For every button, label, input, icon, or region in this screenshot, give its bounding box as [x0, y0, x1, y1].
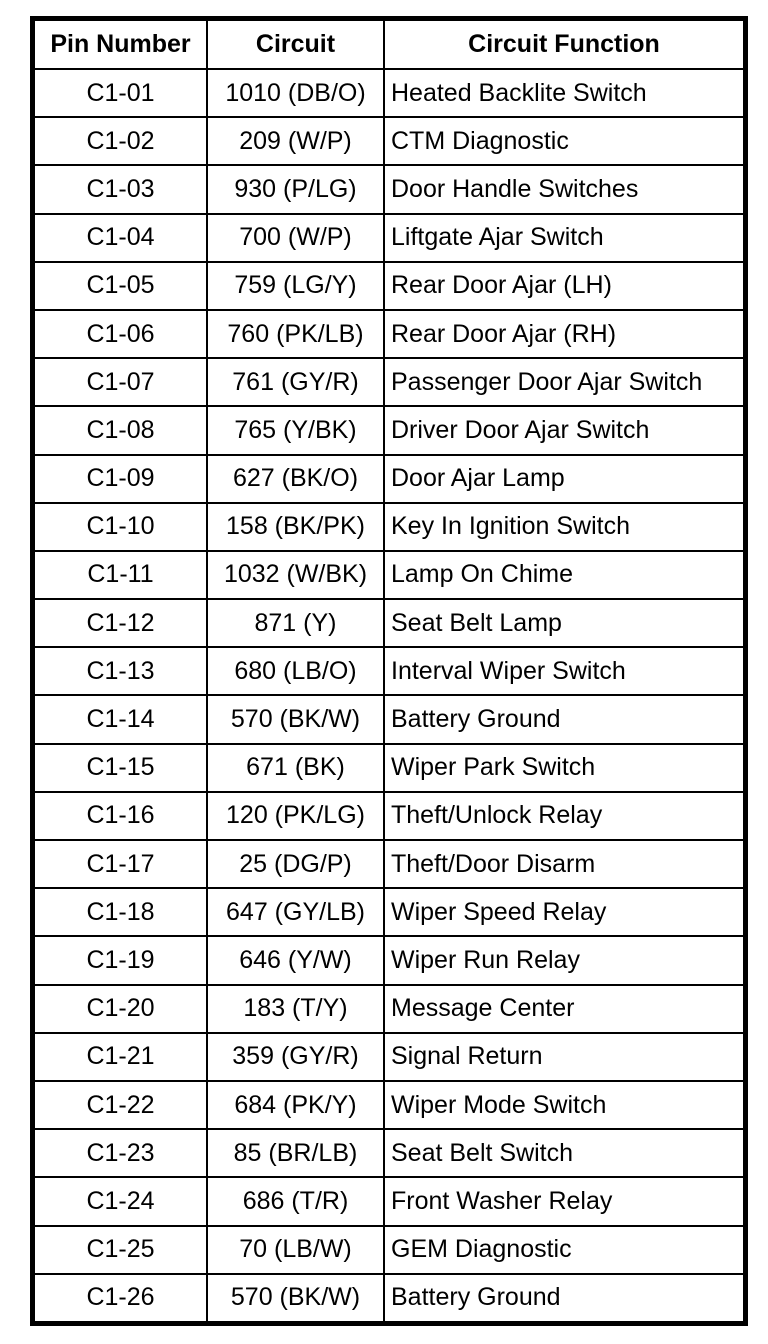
circuit-function-cell: Front Washer Relay: [384, 1177, 744, 1225]
pin-number-cell: C1-05: [34, 262, 207, 310]
pin-number-cell: C1-17: [34, 840, 207, 888]
table-row: [34, 551, 744, 599]
circuit-function-cell: Theft/Unlock Relay: [384, 792, 744, 840]
table-row: [34, 310, 744, 358]
table-row: [34, 262, 744, 310]
circuit-function-cell: Passenger Door Ajar Switch: [384, 358, 744, 406]
pin-number-cell: C1-03: [34, 165, 207, 213]
circuit-function-cell: Key In Ignition Switch: [384, 503, 744, 551]
pin-number-cell: C1-14: [34, 695, 207, 743]
table-row: [34, 985, 744, 1033]
pin-number-cell: C1-19: [34, 936, 207, 984]
table-row: [34, 599, 744, 647]
circuit-cell: 765 (Y/BK): [207, 406, 384, 454]
circuit-function-cell: Wiper Speed Relay: [384, 888, 744, 936]
pin-number-cell: C1-04: [34, 214, 207, 262]
table-row: [34, 455, 744, 503]
circuit-function-cell: Seat Belt Switch: [384, 1129, 744, 1177]
table-row: [34, 117, 744, 165]
circuit-function-cell: Wiper Park Switch: [384, 744, 744, 792]
circuit-cell: 930 (P/LG): [207, 165, 384, 213]
circuit-cell: 700 (W/P): [207, 214, 384, 262]
circuit-cell: 646 (Y/W): [207, 936, 384, 984]
circuit-function-cell: Interval Wiper Switch: [384, 647, 744, 695]
circuit-function-cell: Theft/Door Disarm: [384, 840, 744, 888]
table-row: [34, 1226, 744, 1274]
circuit-cell: 570 (BK/W): [207, 695, 384, 743]
circuit-cell: 25 (DG/P): [207, 840, 384, 888]
table-row: [34, 1274, 744, 1322]
circuit-cell: 70 (LB/W): [207, 1226, 384, 1274]
circuit-cell: 627 (BK/O): [207, 455, 384, 503]
circuit-cell: 871 (Y): [207, 599, 384, 647]
circuit-cell: 686 (T/R): [207, 1177, 384, 1225]
circuit-function-cell: GEM Diagnostic: [384, 1226, 744, 1274]
circuit-cell: 1032 (W/BK): [207, 551, 384, 599]
table-row: [34, 695, 744, 743]
circuit-cell: 759 (LG/Y): [207, 262, 384, 310]
table-row: [34, 1081, 744, 1129]
pin-number-cell: C1-25: [34, 1226, 207, 1274]
circuit-cell: 671 (BK): [207, 744, 384, 792]
pin-number-cell: C1-16: [34, 792, 207, 840]
table-row: [34, 1129, 744, 1177]
circuit-cell: 158 (BK/PK): [207, 503, 384, 551]
table-row: [34, 165, 744, 213]
circuit-function-cell: Driver Door Ajar Switch: [384, 406, 744, 454]
pin-number-cell: C1-07: [34, 358, 207, 406]
circuit-function-cell: Message Center: [384, 985, 744, 1033]
table-row: [34, 647, 744, 695]
circuit-function-cell: Wiper Run Relay: [384, 936, 744, 984]
circuit-cell: 209 (W/P): [207, 117, 384, 165]
circuit-cell: 183 (T/Y): [207, 985, 384, 1033]
table-body: [34, 69, 744, 1322]
table-header-row: [34, 20, 744, 69]
pin-table: [33, 19, 745, 1323]
circuit-cell: 85 (BR/LB): [207, 1129, 384, 1177]
pin-number-cell: C1-13: [34, 647, 207, 695]
pin-number-cell: C1-10: [34, 503, 207, 551]
pin-number-cell: C1-11: [34, 551, 207, 599]
circuit-function-cell: Heated Backlite Switch: [384, 69, 744, 117]
table-row: [34, 406, 744, 454]
circuit-cell: 1010 (DB/O): [207, 69, 384, 117]
table-row: [34, 792, 744, 840]
table-row: [34, 744, 744, 792]
header-circuit-function: Circuit Function: [384, 20, 744, 69]
circuit-function-cell: Seat Belt Lamp: [384, 599, 744, 647]
pin-number-cell: C1-06: [34, 310, 207, 358]
table-row: [34, 69, 744, 117]
table-row: [34, 214, 744, 262]
pin-number-cell: C1-15: [34, 744, 207, 792]
table-row: [34, 503, 744, 551]
circuit-function-cell: Door Ajar Lamp: [384, 455, 744, 503]
circuit-function-cell: Wiper Mode Switch: [384, 1081, 744, 1129]
circuit-cell: 761 (GY/R): [207, 358, 384, 406]
circuit-cell: 570 (BK/W): [207, 1274, 384, 1322]
pin-number-cell: C1-09: [34, 455, 207, 503]
circuit-cell: 760 (PK/LB): [207, 310, 384, 358]
pin-table-container: [30, 16, 748, 1326]
pin-number-cell: C1-24: [34, 1177, 207, 1225]
circuit-function-cell: Signal Return: [384, 1033, 744, 1081]
header-circuit: Circuit: [207, 20, 384, 69]
pin-number-cell: C1-21: [34, 1033, 207, 1081]
circuit-function-cell: Rear Door Ajar (RH): [384, 310, 744, 358]
circuit-function-cell: Battery Ground: [384, 695, 744, 743]
pin-number-cell: C1-18: [34, 888, 207, 936]
table-row: [34, 358, 744, 406]
circuit-function-cell: Liftgate Ajar Switch: [384, 214, 744, 262]
circuit-cell: 680 (LB/O): [207, 647, 384, 695]
circuit-cell: 359 (GY/R): [207, 1033, 384, 1081]
circuit-cell: 120 (PK/LG): [207, 792, 384, 840]
circuit-function-cell: Lamp On Chime: [384, 551, 744, 599]
circuit-function-cell: Rear Door Ajar (LH): [384, 262, 744, 310]
table-row: [34, 1177, 744, 1225]
pin-number-cell: C1-12: [34, 599, 207, 647]
pin-number-cell: C1-20: [34, 985, 207, 1033]
header-pin-number: Pin Number: [34, 20, 207, 69]
pin-number-cell: C1-08: [34, 406, 207, 454]
table-row: [34, 840, 744, 888]
pin-number-cell: C1-23: [34, 1129, 207, 1177]
circuit-function-cell: CTM Diagnostic: [384, 117, 744, 165]
circuit-cell: 684 (PK/Y): [207, 1081, 384, 1129]
pin-number-cell: C1-02: [34, 117, 207, 165]
circuit-function-cell: Door Handle Switches: [384, 165, 744, 213]
table-row: [34, 888, 744, 936]
table-row: [34, 936, 744, 984]
table-row: [34, 1033, 744, 1081]
circuit-function-cell: Battery Ground: [384, 1274, 744, 1322]
pin-number-cell: C1-01: [34, 69, 207, 117]
pin-number-cell: C1-22: [34, 1081, 207, 1129]
circuit-cell: 647 (GY/LB): [207, 888, 384, 936]
pin-number-cell: C1-26: [34, 1274, 207, 1322]
